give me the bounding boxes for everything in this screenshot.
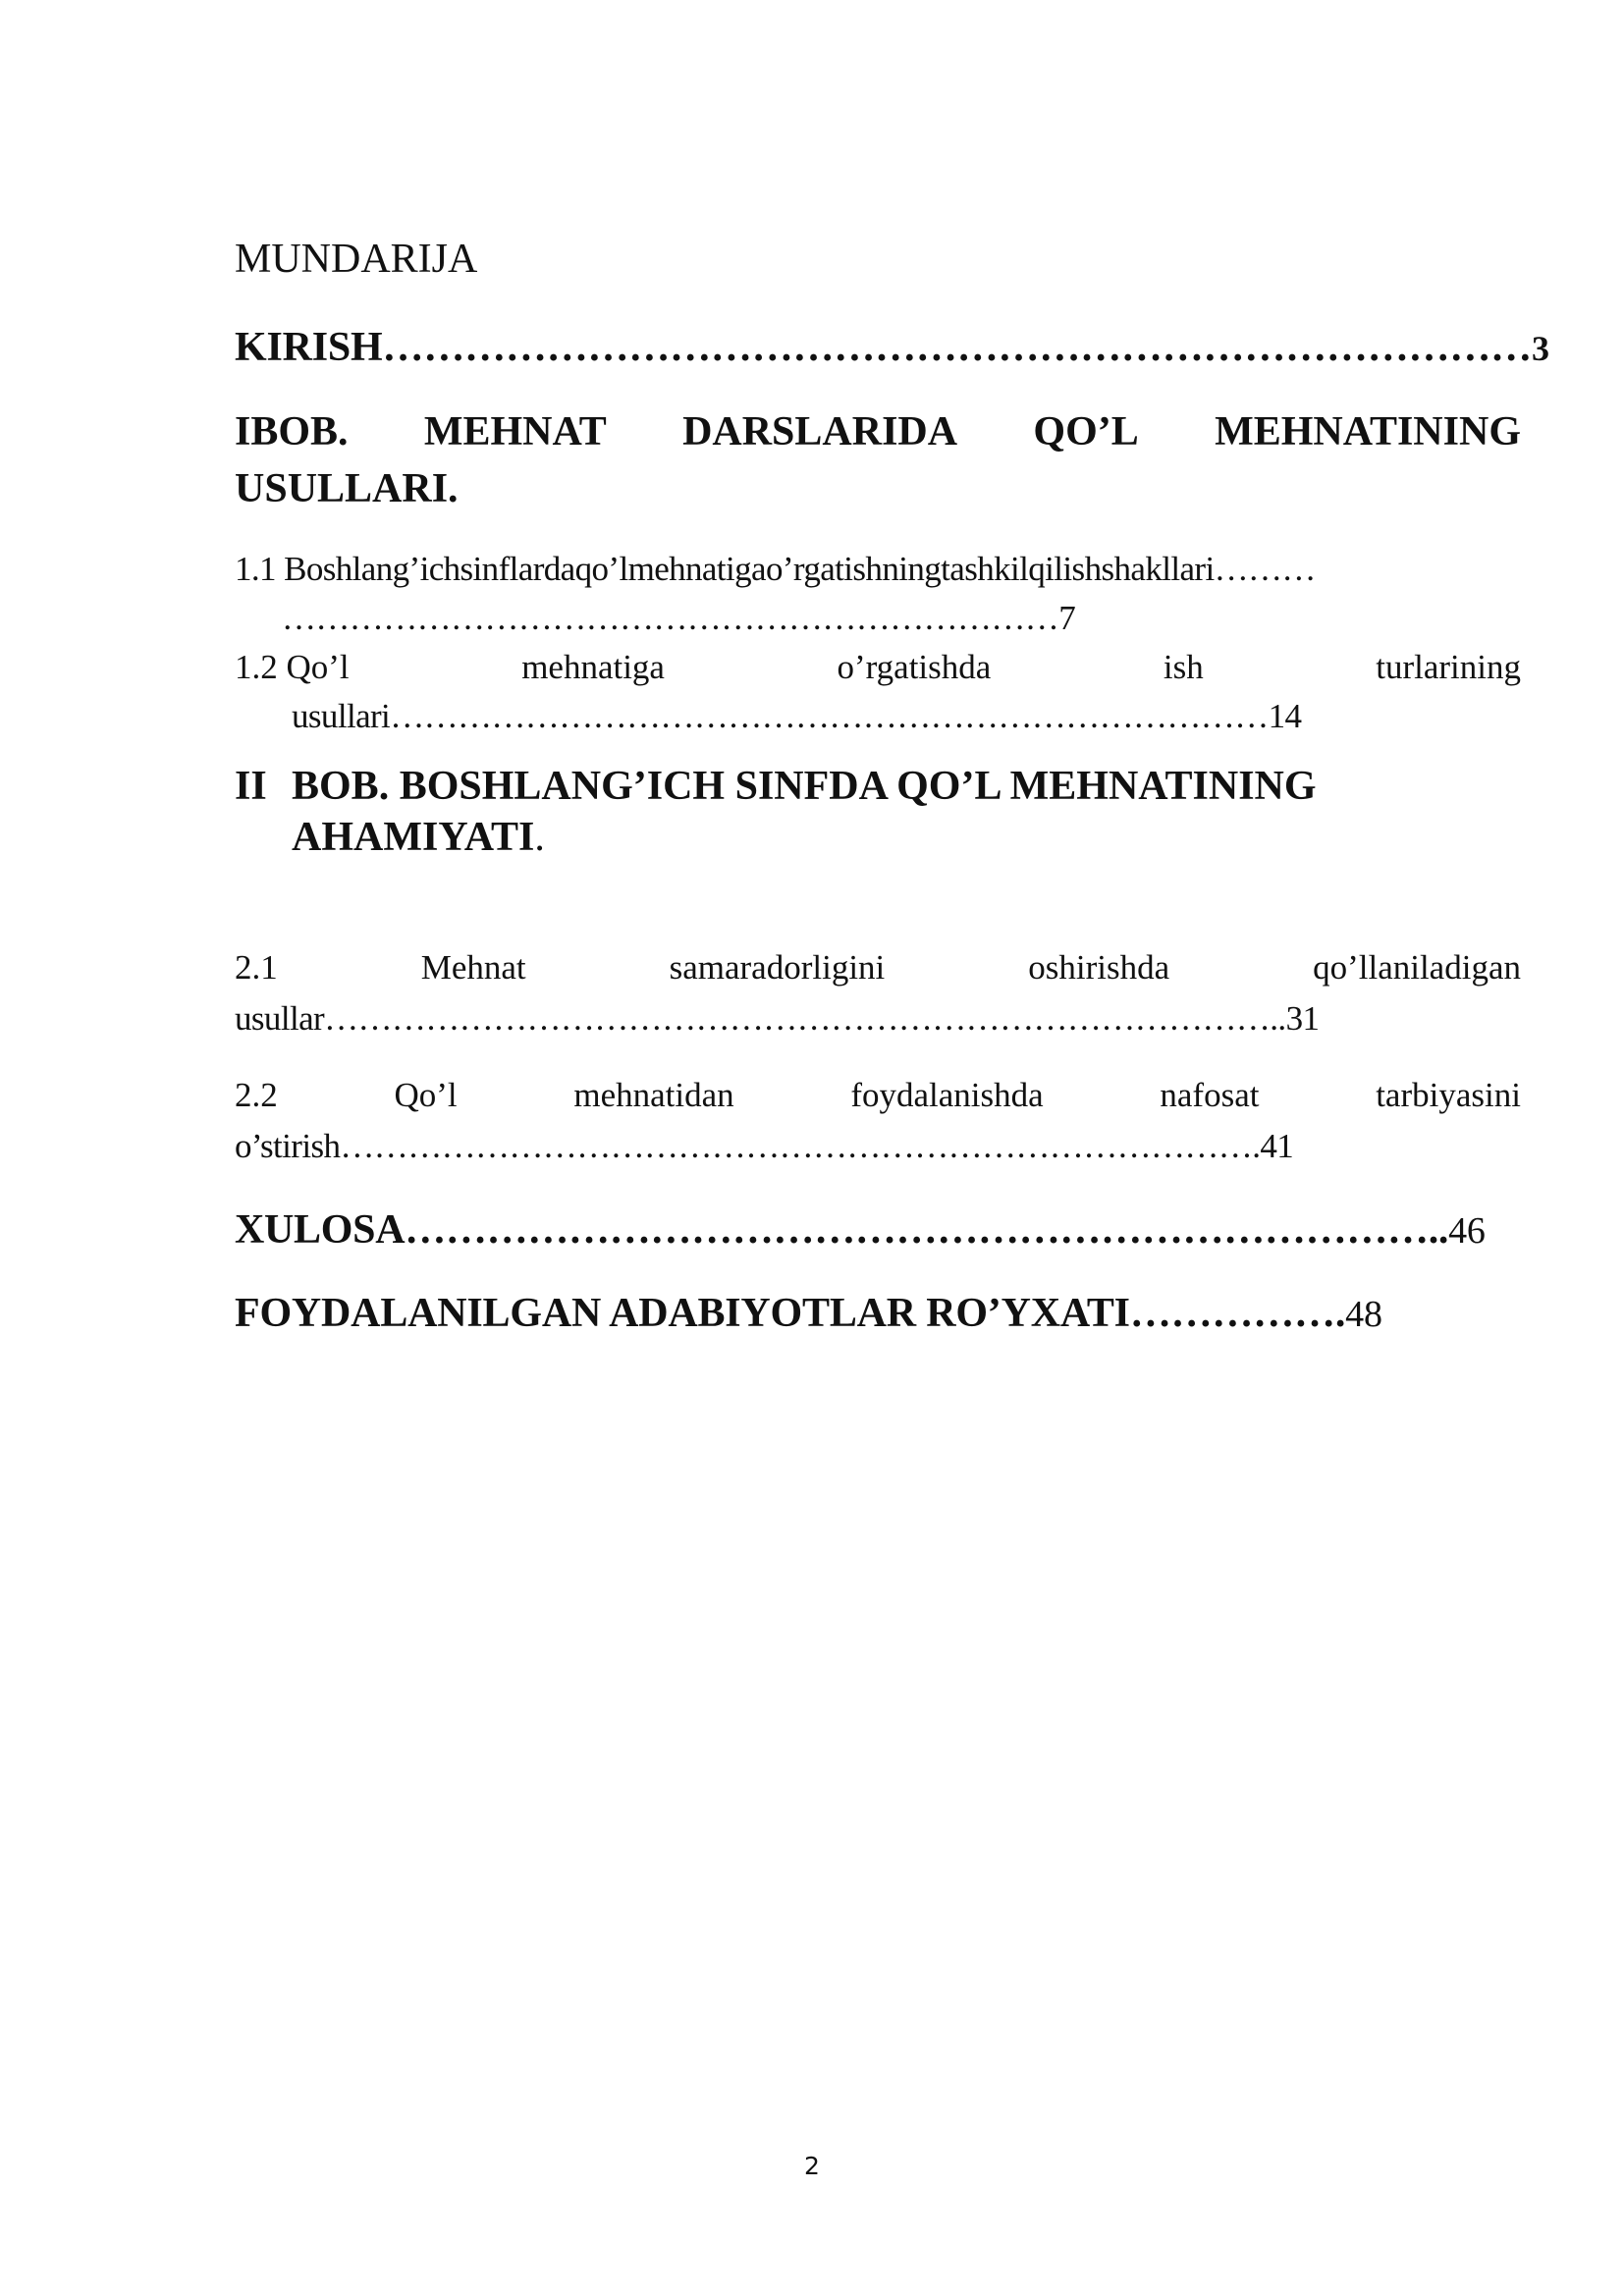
section-2-2-word: mehnatidan xyxy=(573,1076,734,1114)
toc-leader: …………………………………………………………… xyxy=(282,599,1059,637)
section-2-1-title-line-1 xyxy=(235,942,1521,993)
chapter-1-title-line-1 xyxy=(235,403,1521,460)
toc-entry-chapter-1[interactable] xyxy=(235,403,1521,517)
section-1-2-title-line-2 xyxy=(235,692,1521,741)
chapter-2-title-line-2 xyxy=(235,812,1521,863)
chapter-1-title-line-2: USULLARI. xyxy=(235,466,459,511)
toc-leader: ………………………………………………………………………… xyxy=(382,325,1532,370)
section-2-1-title-line-2 xyxy=(235,993,1521,1044)
toc-entry-section-1-2[interactable] xyxy=(235,643,1521,741)
section-2-2-title-line-2 xyxy=(235,1121,1521,1172)
toc-page-number: 41 xyxy=(1260,1127,1294,1165)
section-2-2-word: 2.2 xyxy=(235,1076,278,1114)
section-2-2-line-2-label: o’stirish xyxy=(235,1127,341,1165)
section-2-1-word: oshirishda xyxy=(1028,948,1170,987)
toc-entry-section-2-1[interactable] xyxy=(235,942,1521,1044)
section-1-2-word: o’rgatishda xyxy=(837,648,992,686)
section-2-2-word: nafosat xyxy=(1160,1076,1260,1114)
toc-leader: ………………………………………………………………………….. xyxy=(324,999,1286,1038)
toc-leader: …………………………………………………………………… xyxy=(390,697,1269,735)
toc-leader: ……………. xyxy=(1129,1291,1346,1336)
section-2-1-word: qo’llaniladigan xyxy=(1313,948,1521,987)
chapter-1-word: IBOB. xyxy=(235,409,349,454)
toc-leader: ………………………………………………………………….. xyxy=(405,1207,1449,1253)
toc-entry-xulosa[interactable] xyxy=(235,1202,1521,1258)
toc-page-number: 46 xyxy=(1448,1210,1486,1252)
toc-leader: ………………………………………………………………………. xyxy=(340,1127,1261,1165)
toc-entry-label: FOYDALANILGAN ADABIYOTLAR RO’YXATI xyxy=(235,1291,1130,1336)
toc-page-number: 7 xyxy=(1058,599,1076,637)
toc-page-number: 31 xyxy=(1285,999,1320,1038)
page-number: 2 xyxy=(804,2152,820,2180)
section-2-1-line-2-label: usullar xyxy=(235,999,325,1038)
section-1-1-continuation xyxy=(235,594,1521,643)
section-2-1-word: Mehnat xyxy=(420,948,526,987)
section-2-1-word: 2.1 xyxy=(235,948,278,987)
chapter-2-title: BOB. BOSHLANG’ICH SINFDA QO’L MEHNATINING xyxy=(292,764,1317,809)
toc-page-number: 48 xyxy=(1345,1294,1382,1335)
toc-entry-section-2-2[interactable] xyxy=(235,1070,1521,1172)
toc-page-number: 14 xyxy=(1268,697,1302,735)
chapter-1-word: QO’L xyxy=(1033,409,1139,454)
section-1-1-title: 1.1 Boshlang’ichsinflardaqo’lmehnatigao’rgatishningtashkilqilishshakllari……… xyxy=(235,550,1316,588)
section-1-2-title-line-1 xyxy=(235,643,1521,692)
section-2-2-word: Qo’l xyxy=(394,1076,458,1114)
chapter-2-title-continued: AHAMIYATI xyxy=(292,815,535,860)
chapter-1-word: MEHNATINING xyxy=(1215,409,1521,454)
toc-page-number: 3 xyxy=(1531,329,1549,368)
toc-entry-kirish[interactable] xyxy=(235,320,1549,376)
section-2-1-word: samaradorligini xyxy=(669,948,886,987)
section-2-2-title-line-1 xyxy=(235,1070,1521,1121)
toc-entry-chapter-2[interactable] xyxy=(235,761,1521,863)
toc-entry-label: XULOSA xyxy=(235,1207,406,1253)
section-1-2-word: turlarining xyxy=(1376,648,1521,686)
chapter-1-word: MEHNAT xyxy=(423,409,607,454)
toc-entry-references[interactable] xyxy=(235,1286,1521,1342)
section-1-2-word: 1.2 Qo’l xyxy=(235,648,350,686)
section-1-2-word: ish xyxy=(1163,648,1204,686)
section-2-2-word: foydalanishda xyxy=(850,1076,1044,1114)
chapter-2-title-line-1 xyxy=(235,761,1521,812)
toc-entry-section-1-1[interactable] xyxy=(235,545,1521,643)
toc-entry-label: KIRISH xyxy=(235,325,383,370)
chapter-1-word: DARSLARIDA xyxy=(682,409,958,454)
section-2-2-word: tarbiyasini xyxy=(1376,1076,1521,1114)
chapter-2-number: II xyxy=(235,764,267,809)
toc-title: MUNDARIJA xyxy=(235,237,478,282)
section-1-2-word: mehnatiga xyxy=(521,648,665,686)
section-1-2-line-2-label: usullari xyxy=(292,697,391,735)
chapter-2-title-end: . xyxy=(534,815,545,860)
